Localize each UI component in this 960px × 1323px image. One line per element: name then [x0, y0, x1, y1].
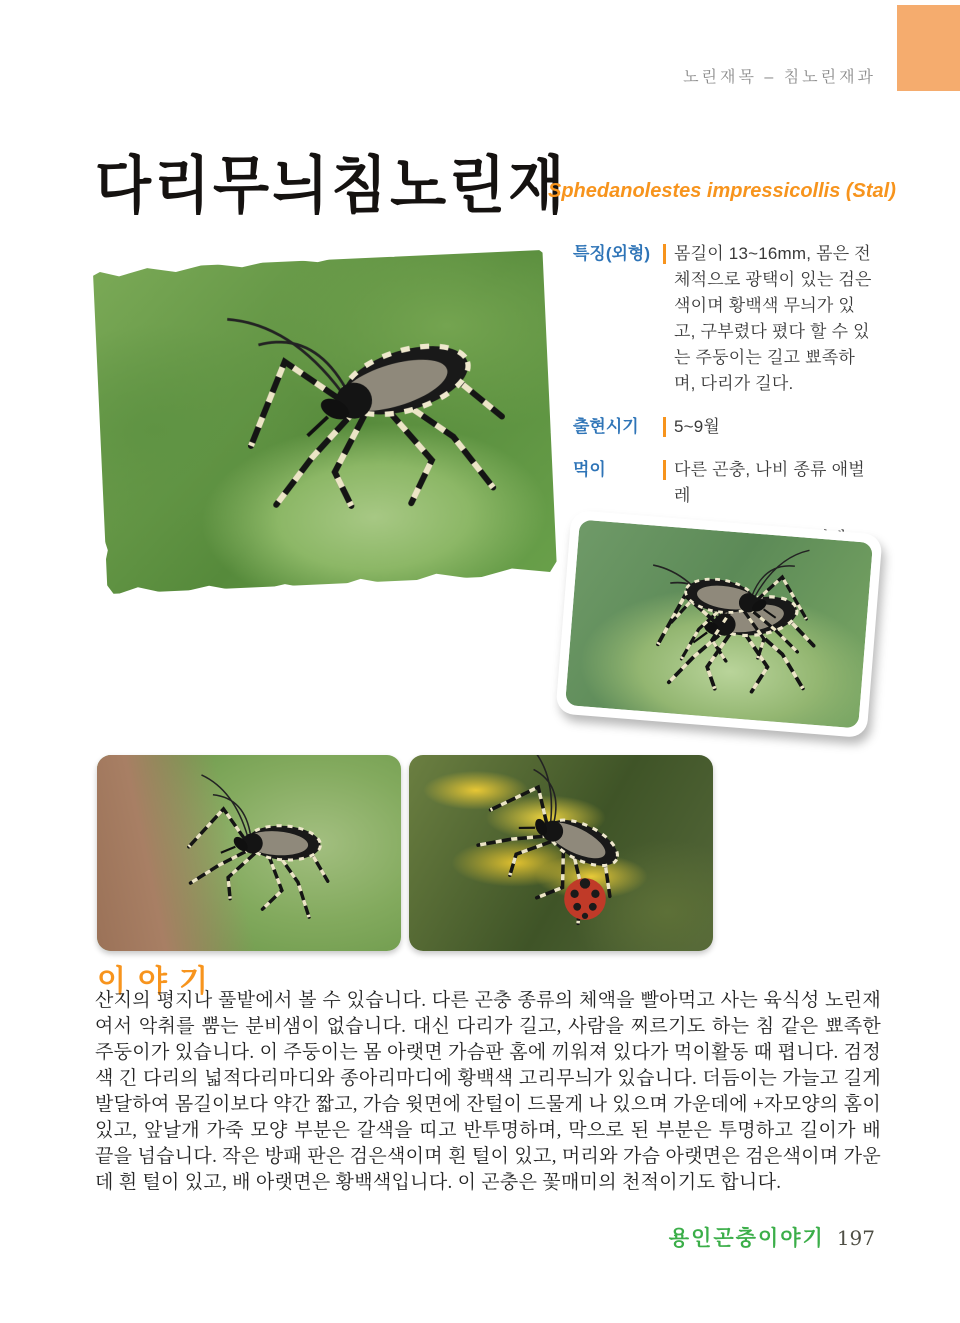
divider-bar [663, 460, 666, 480]
photo-pair [555, 510, 882, 738]
info-value: 몸길이 13~16mm, 몸은 전체적으로 광택이 있는 검은색이며 황백색 무늬가 있고, 구부렸다 폈다 할 수 있는 주둥이는 길고 뾰족하며, 다리가 길다. [674, 244, 872, 393]
info-label: 먹이 [573, 460, 606, 479]
photo-nymph [97, 755, 401, 951]
photo-pair-image [565, 520, 873, 729]
torn-paper-frame [80, 237, 569, 606]
photo-main-image [93, 250, 557, 594]
info-value: 5~9월 [674, 417, 721, 436]
divider-bar [663, 244, 666, 264]
info-label: 출현시기 [573, 417, 639, 436]
photo-main [80, 237, 569, 606]
info-row-food [573, 457, 875, 509]
photo-prey-image [409, 755, 713, 951]
section-tab [897, 5, 960, 91]
footer [669, 1222, 875, 1252]
assassin-bug-icon [664, 541, 834, 668]
story-paragraph: 산지의 평지나 풀밭에서 볼 수 있습니다. 다른 곤충 종류의 체액을 빨아먹고 사는 육식성 노린재여서 악취를 뿜는 분비샘이 없습니다. 대신 다리가 길고, 사람을 찌르기도 하는 침 같은 뾰족한 주둥이가 있습니다. 이 주둥이는 몸 아랫면 가슴판 홈에 끼워져 있다가 먹이활동 때 폅니다. 검정색 긴 다리의 넓적다리마디와 종아리마디에 황백색 고리무늬가 있습니다. 더듬이는 가늘고 길게 발달하여 몸길이보다 약간 짧고, 가슴 윗면에 잔털이 드물게 나 있으며 가운데에 +자모양의 홈이 있고, 앞날개 가죽 모양 부분은 갈색을 띠고 반투명하며, 막으로 된 부분은 투명하고 길이가 배 끝을 넘습니다. 작은 방패 판은 검은색이며 흰 털이 있고, 머리와 가슴 아랫면은 검은색이며 가운데 흰 털이 있고, 배 아랫면은 황백색입니다. 이 곤충은 꽃매미의 천적이기도 합니다. [95, 990, 881, 1193]
info-row-season [573, 414, 875, 440]
assassin-bug-icon [153, 762, 352, 929]
footer-logo: 용인곤충이야기 [668, 1225, 825, 1250]
info-row-features [573, 241, 875, 397]
assassin-bug-icon [444, 755, 658, 937]
scientific-name: Sphedanolestes impressicollis (Stal) [548, 180, 896, 202]
photo-prey [409, 755, 713, 951]
divider-bar [663, 417, 666, 437]
header-category: 노린재목 – 침노린재과 [683, 69, 876, 86]
species-title: 다리무늬침노린재 [95, 148, 568, 223]
assassin-bug-icon [200, 292, 509, 515]
ladybeetle-icon [559, 873, 611, 925]
info-value: 다른 곤충, 나비 종류 애벌레 [674, 460, 865, 505]
info-label: 특징(외형) [573, 244, 651, 263]
page-number: 197 [836, 1226, 875, 1250]
photo-nymph-image [97, 755, 401, 951]
story-heading: 이야기 [97, 964, 220, 999]
